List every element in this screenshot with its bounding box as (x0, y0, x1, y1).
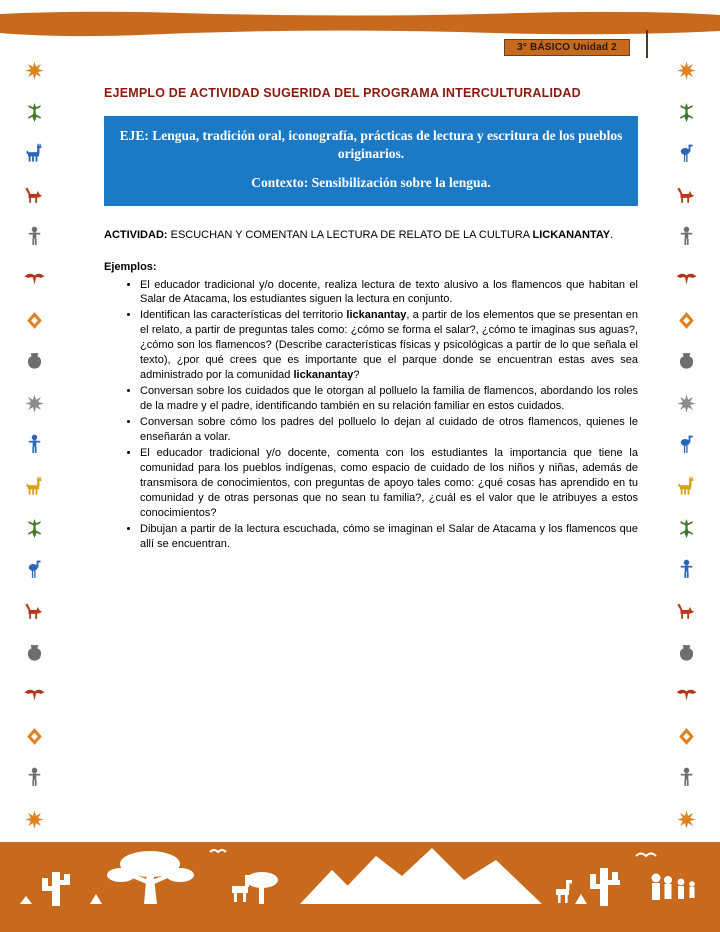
top-bar-shape (0, 10, 720, 40)
examples-list (104, 278, 638, 552)
text-segment: Dibujan a partir de la lectura escuchada, cómo se imaginan el Salar de Atacama y los flamencos que allí se encuentran. (140, 522, 638, 550)
right-icon-column (668, 60, 704, 830)
person-icon (24, 226, 45, 247)
flamingo-icon (676, 143, 697, 164)
text-segment: ESCUCHAN Y COMENTAN LA LECTURA DE RELATO DE LA CULTURA (167, 228, 533, 241)
diamond-icon (24, 310, 45, 331)
text-segment: El educador tradicional y/o docente, comenta con los estudiantes la importancia que tiene la comunidad para los pueblos indígenas, como espacio de cuidado de los niños y niñas, además de transmisora de conocimientos, con preguntas de apoyo tales como: ¿qué cosas has aprendido en tu comunidad y de otras personas que no sean tu familia?, ¿cuál es el valor que le atribuyes a estos conocimientos? (140, 446, 638, 519)
page-title: EJEMPLO DE ACTIVIDAD SUGERIDA DEL PROGRAMA INTERCULTURALIDAD (104, 86, 581, 100)
text-segment: . (610, 228, 614, 241)
vessel-icon (24, 643, 45, 664)
examples-label: Ejemplos: (104, 260, 157, 273)
diamond-icon (24, 726, 45, 747)
condor-icon (676, 684, 697, 705)
main-content (104, 86, 638, 553)
person-icon (24, 434, 45, 455)
llama-icon (676, 476, 697, 497)
llama-icon (24, 143, 45, 164)
left-icon-column (16, 60, 52, 830)
person-icon (676, 226, 697, 247)
eje-line: EJE: Lengua, tradición oral, iconografía, prácticas de lectura y escritura de los pueblos originarios. (119, 128, 623, 162)
sun-icon (24, 809, 45, 830)
condor-icon (676, 268, 697, 289)
vessel-icon (24, 351, 45, 372)
vessel-icon (676, 351, 697, 372)
example-bullet (140, 415, 638, 445)
context-line: Contexto: Sensibilización sobre la lengua. (251, 175, 491, 191)
text-segment: Identifican las características del territorio (140, 309, 347, 322)
sun-icon (24, 393, 45, 414)
person-icon (676, 767, 697, 788)
text-segment: Conversan sobre los cuidados que le otorgan al polluelo la familia de flamencos, abordando los roles de la madre y el padre, identificando también en su relación familiar en estos cuidados. (140, 385, 638, 413)
unit-tab-stem (646, 30, 648, 58)
text-segment: LICKANANTAY (532, 228, 611, 241)
example-bullet (140, 308, 638, 383)
condor-icon (24, 684, 45, 705)
vessel-icon (676, 643, 697, 664)
example-bullet (140, 446, 638, 521)
lizard-icon (24, 102, 45, 123)
text-segment: lickanantay (293, 369, 354, 382)
person-icon (676, 559, 697, 580)
fox-icon (676, 601, 697, 622)
text-segment: ACTIVIDAD: (104, 228, 168, 241)
flamingo-icon (24, 559, 45, 580)
llama-icon (24, 476, 45, 497)
example-bullet (140, 278, 638, 308)
lizard-icon (676, 518, 697, 539)
landscape-silhouette (0, 842, 720, 932)
condor-icon (24, 268, 45, 289)
text-segment: El educador tradicional y/o docente, realiza lectura de texto alusivo a los flamencos que habitan el Salar de Atacama, los estudiantes siguen la lectura en conjunto. (140, 278, 638, 306)
unit-tab: 3° BÁSICO Unidad 2 (504, 39, 630, 56)
example-bullet (140, 384, 638, 414)
top-orange-bar (0, 10, 720, 40)
activity-line (104, 228, 638, 243)
fox-icon (676, 185, 697, 206)
sun-icon (24, 60, 45, 81)
lizard-icon (24, 518, 45, 539)
person-icon (24, 767, 45, 788)
sun-icon (676, 809, 697, 830)
lizard-icon (676, 102, 697, 123)
sun-icon (676, 393, 697, 414)
flamingo-icon (676, 434, 697, 455)
sun-icon (676, 60, 697, 81)
footer-landscape-band (0, 842, 720, 932)
text-segment: ? (353, 369, 360, 382)
text-segment: Conversan sobre cómo los padres del polluelo lo dejan al cuidado de otros flamencos, quienes le enseñarán a volar. (140, 416, 638, 444)
diamond-icon (676, 726, 697, 747)
text-segment: , a partir de los elementos que se presentan en el relato, a partir de preguntas tales como: ¿cómo se forma el salar?, ¿cómo te imaginas sus aguas?, ¿cómo son los flamencos? (Describe características físicas y psicológicas a partir de lo que señala el texto), ¿por qué crees que es importante que el parque donde se encuentran estas aves sea administrado por la comunidad (140, 309, 639, 382)
example-bullet (140, 522, 638, 552)
eje-context-box (104, 116, 638, 206)
fox-icon (24, 185, 45, 206)
diamond-icon (676, 310, 697, 331)
fox-icon (24, 601, 45, 622)
text-segment: lickanantay (346, 309, 407, 322)
